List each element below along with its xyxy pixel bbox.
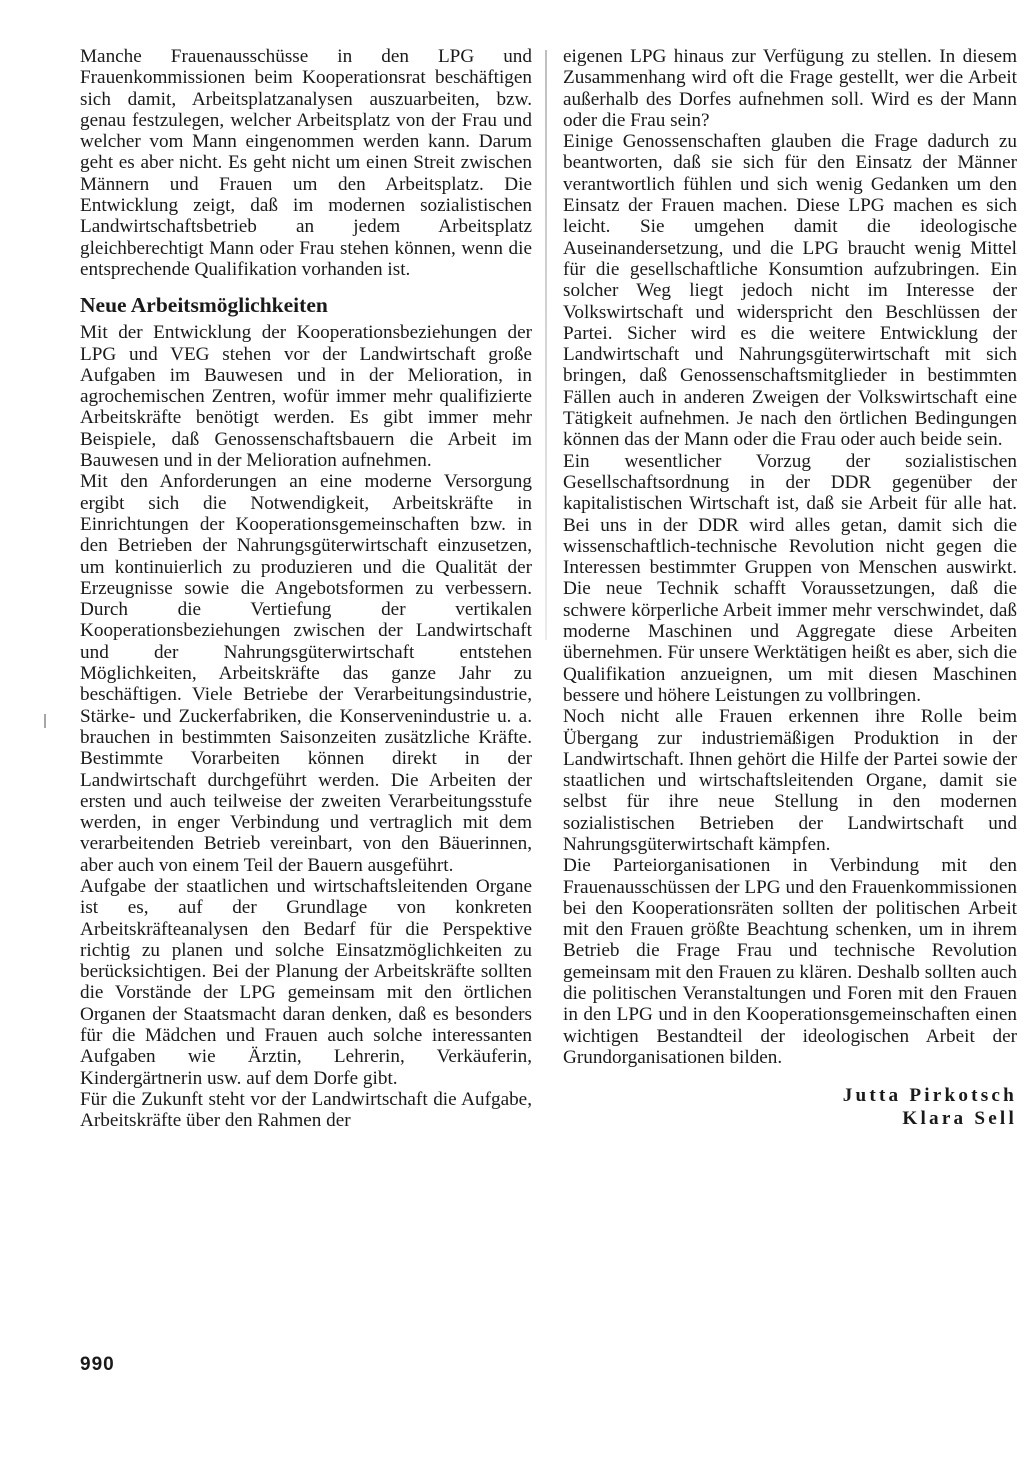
right-column [563,46,1017,1130]
left-column [80,46,532,1132]
author-name: Jutta Pirkotsch [842,1085,1017,1107]
paragraph: Mit der Entwicklung der Kooperationsbeziehungen der LPG und VEG stehen vor der Landwirtschaft große Aufgaben im Bauwesen und in der Melioration, in agrochemischen Zentren, wofür immer mehr qualifizierte Arbeitskräfte benötigt werden. Es gibt immer mehr Beispiele, daß Genossenschaftsbauern die Arbeit im Bauwesen und in der Melioration aufnehmen. [80,322,532,472]
paragraph: Noch nicht alle Frauen erkennen ihre Rolle beim Übergang zur industriemäßigen Produktion in der Landwirtschaft. Ihnen gehört die Hilfe der Partei sowie der staatlichen und wirtschaftsleitenden Organe, damit sie selbst für ihre neue Stellung in den modernen sozialistischen Betrieben der Landwirtschaft und Nahrungsgüterwirtschaft kämpfen. [563,706,1017,855]
margin-mark [44,714,46,728]
paragraph: Für die Zukunft steht vor der Landwirtschaft die Aufgabe, Arbeitskräfte über den Rahmen der [80,1088,532,1132]
column-divider [545,50,547,640]
page-number: 990 [80,1354,115,1375]
paragraph: Mit den Anforderungen an eine moderne Versorgung ergibt sich die Notwendigkeit, Arbeitskräfte in Einrichtungen der Kooperationsgemeinschaften bzw. in den Betrieben der Nahrungsgüterwirtschaft einzusetzen, um kontinuierlich zu produzieren und die Qualität der Erzeugnisse sowie die Angebotsformen zu verbessern. Durch die Vertiefung der vertikalen Kooperationsbeziehungen zwischen der Landwirtschaft und der Nahrungsgüterwirtschaft entstehen Möglichkeiten, Arbeitskräfte das ganze Jahr zu beschäftigen. Viele Betriebe der Verarbeitungsindustrie, Stärke- und Zuckerfabriken, die Konservenindustrie u. a. brauchen in bestimmten Saisonzeiten zusätzliche Kräfte. Bestimmte Vorarbeiten können direkt in der Landwirtschaft durchgeführt werden. Die Arbeiten der ersten und auch teilweise der zweiten Verarbeitungsstufe werden, in enger Verbindung und vertraglich mit dem verarbeitenden Betrieb vereinbart, von den Bäuerinnen, aber auch von einem Teil der Bauern ausgeführt. [80,471,532,876]
paragraph: Manche Frauenausschüsse in den LPG und Frauenkommissionen beim Kooperationsrat beschäftigen sich damit, Arbeitsplatzanalysen auszuarbeiten, bzw. genau festzulegen, welcher Arbeitsplatz von der Frau und welcher vom Mann eingenommen werden kann. Darum geht es aber nicht. Es geht nicht um einen Streit zwischen Männern und Frauen um den Arbeitsplatz. Die Entwicklung zeigt, daß im modernen sozialistischen Landwirtschaftsbetrieb an jedem Arbeitsplatz gleichberechtigt Mann oder Frau stehen können, wenn die entsprechende Qualifikation vorhanden ist. [80,46,532,280]
paragraph: Die Parteiorganisationen in Verbindung mit den Frauenausschüssen der LPG und den Frauenkommissionen bei den Kooperationsräten sollten der politischen Arbeit mit den Frauen größte Beachtung schenken, um in ihrem Betrieb die Frage Frau und technische Revolution gemeinsam mit den Frauen zu klären. Deshalb sollten auch die politischen Veranstaltungen und Foren mit den Frauen in den LPG und in den Kooperationsgemeinschaften einen wichtigen Bestandteil der ideologischen Arbeit der Grundorganisationen bilden. [563,855,1017,1068]
paragraph: Einige Genossenschaften glauben die Frage dadurch zu beantworten, daß sie sich für den Einsatz der Männer verantwortlich fühlen und sich wenig Gedanken um den Einsatz der Frauen machen. Diese LPG machen es sich leicht. Sie umgehen damit die ideologische Auseinandersetzung, und die LPG braucht wenig Mittel für die gesellschaftliche Konsumtion aufzubringen. Ein solcher Weg liegt jedoch nicht im Interesse der Volkswirtschaft und widerspricht den Beschlüssen der Partei. Sicher wird es die weitere Entwicklung der Landwirtschaft und Nahrungsgüterwirtschaft mit sich bringen, daß Genossenschaftsmitglieder in bestimmten Fällen auch in anderen Zweigen der Volkswirtschaft eine Tätigkeit aufnehmen. Je nach den örtlichen Bedingungen können das der Mann oder die Frau oder auch beide sein. [563,131,1017,451]
author-name: Klara Sell [902,1108,1017,1130]
author-signatures [563,1084,1017,1130]
paragraph: eigenen LPG hinaus zur Verfügung zu stellen. In diesem Zusammenhang wird oft die Frage gestellt, wer die Arbeit außerhalb des Dorfes aufnehmen soll. Wird es der Mann oder die Frau sein? [563,46,1017,131]
paragraph: Aufgabe der staatlichen und wirtschaftsleitenden Organe ist es, auf der Grundlage von konkreten Arbeitskräfteanalysen den Bedarf für die Perspektive richtig zu planen und solche Einsatzmöglichkeiten zu berücksichtigen. Bei der Planung der Arbeitskräfte sollten die Vorstände der LPG gemeinsam mit den örtlichen Organen der Staatsmacht daran denken, daß es besonders für die Mädchen und Frauen auch solche interessanten Aufgaben wie Ärztin, Lehrerin, Verkäuferin, Kindergärtnerin usw. auf dem Dorfe gibt. [80,875,532,1089]
section-heading: Neue Arbeitsmöglichkeiten [80,293,328,318]
paragraph: Ein wesentlicher Vorzug der sozialistischen Gesellschaftsordnung in der DDR gegenüber der kapitalistischen Wirtschaft ist, daß sie Arbeit für alle hat. Bei uns in der DDR wird alles getan, damit sich die wissenschaftlich-technische Revolution nicht gegen die Interessen bestimmter Gruppen von Menschen auswirkt. Die neue Technik schafft Voraussetzungen, daß die schwere körperliche Arbeit immer mehr verschwindet, daß moderne Maschinen und Aggregate diese Arbeiten übernehmen. Für unsere Werktätigen heißt es aber, sich die Qualifikation anzueignen, um mit diesen Maschinen bessere und höhere Leistungen zu vollbringen. [563,450,1017,706]
